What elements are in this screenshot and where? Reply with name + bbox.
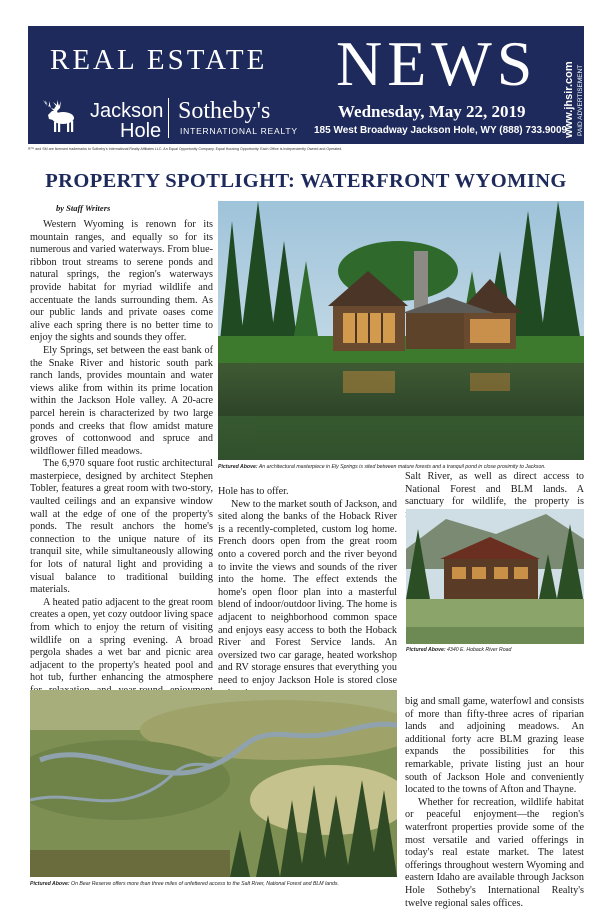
paragraph: Whether for recreation, wildlife habitat or peaceful enjoyment—the region's waterfront properties provide some of the most versatile and varied offerings in today's real estate market. The latest offerings throughout western Wyoming and eastern Idaho are available through Jackson Hole Sotheby's International Realty's twelve regional sales offices. (405, 796, 584, 909)
paragraph: New to the market south of Jackson, and sited along the banks of the Hoback River is a recently-completed, custom log home. French doors open from the great room onto a covered porch and the river beyond to invite the views and sounds of the river into the home. The effect extends the home's open floor plan into a masterful blend of indoor/outdoor living. The home is adjacent to neighborhood common space and enjoys easy access to both the Hoback River and Forest Service lands. An oversized two car garage, heated workshop and RV storage ensures that everything you need to enjoy Jackson Hole is stored close (218, 498, 397, 686)
brand-hole: Hole (120, 120, 162, 142)
caption-label: Pictured Above: (30, 881, 70, 887)
website-url: www.jhsir.com (563, 61, 575, 138)
office-address: 185 West Broadway Jackson Hole, WY (888) 733.9009 (314, 125, 568, 136)
caption-label: Pictured Above: (406, 647, 446, 653)
headline: PROPERTY SPOTLIGHT: WATERFRONT WYOMING (45, 170, 567, 192)
caption-label: Pictured Above: (218, 464, 258, 470)
paid-advertisement-label: PAID ADVERTISEMENT (577, 64, 584, 136)
brand-jackson: Jackson (90, 100, 164, 122)
article-column-3-lower (405, 696, 584, 910)
paragraph: A heated patio adjacent to the great room creates a open, yet cozy outdoor living space from which to enjoy the return of visiting wildlife on a spring evening. A broad pergola shades a wet bar and picnic area adjacent to the property's heated pool and hot tub, further enhancing the atmosphere (30, 596, 213, 684)
paragraph: big and small game, waterfowl and consists of more than fifty-three acres of riparian lands and adjoining meadows. An additional forty acre BLM grazing lease expands the possibilities for this remarkable, private listing just an hour south of Jackson Hole and conveniently located to the towns of Afton and Thayne. (405, 696, 584, 796)
disclaimer: ®™ and SM are licensed trademarks to Sotheby's International Realty Affiliates LLC. An Equal Opportunity Company. Equal Housing Opportunity. Each Office is Independently Owned and Operated. (28, 147, 343, 151)
paragraph: Western Wyoming is renown for its mountain ranges, and equally so for its numerous and varied waterways. From blue-ribbon trout streams to serene ponds and natural springs, the region's waterways provide habitat for myriad wildlife and accentuate the lands surrounding them. As our public lands and private oases come alive each spring there is no better time to enjoy the sights and sounds they offer. (30, 219, 213, 344)
photo-hoback-river-home (406, 509, 584, 644)
caption-text: 4340 E. Hoback River Road (447, 647, 512, 653)
masthead (28, 26, 584, 144)
issue-date: Wednesday, May 22, 2019 (338, 102, 526, 121)
paragraph: Ely Springs, set between the east bank of the Snake River and historic south park ranch lands, provides mountain and water views alike from within its prime location within the Jackson Hole valley. A 20-acre parcel herein is characterized by two large ponds and creeks that flow amidst mature groves of cottonwood and spruce and wildflower filled meadows. (30, 344, 213, 457)
brand-subtitle: INTERNATIONAL REALTY (180, 126, 298, 136)
brand-name: Sotheby's (178, 98, 271, 124)
paragraph: Salt River, as well as direct access to National Forest and BLM lands. A sanctuary for wildlife, the property is (405, 471, 584, 508)
paragraph: The 6,970 square foot rustic architectural masterpiece, designed by architect Stephen Tobler, features a great room with two-story, vaulted ceilings and an expansive window wall at the edge of one of the property's ponds. The result anchors the home's connection to the unique nature of its tranquil site, while simultaneously allowing for lots of natural light and providing a visual balance to traditional building materials. (30, 458, 213, 596)
byline: by Staff Writers (56, 203, 111, 213)
moose-logo-icon (40, 98, 78, 134)
photo-salt-river-aerial (30, 690, 397, 877)
caption-text: On Bear Reserve offers more than three miles of unfettered access to the Salt River, National Forest and BLM lands. (71, 881, 339, 887)
paragraph: Hole has to offer. (218, 486, 289, 497)
vertical-text (560, 30, 584, 140)
caption-text: An architectural masterpiece in Ely Springs is sited between mature forests and a tranquil pond in close proximity to Jackson. (258, 464, 546, 470)
photo-ely-springs-home (218, 201, 584, 460)
caption-photo-2 (406, 647, 511, 653)
caption-photo-3 (30, 881, 339, 887)
masthead-news: NEWS (336, 28, 538, 99)
brand-divider (168, 98, 169, 138)
caption-photo-1 (218, 464, 546, 470)
masthead-title: REAL ESTATE (50, 44, 268, 76)
